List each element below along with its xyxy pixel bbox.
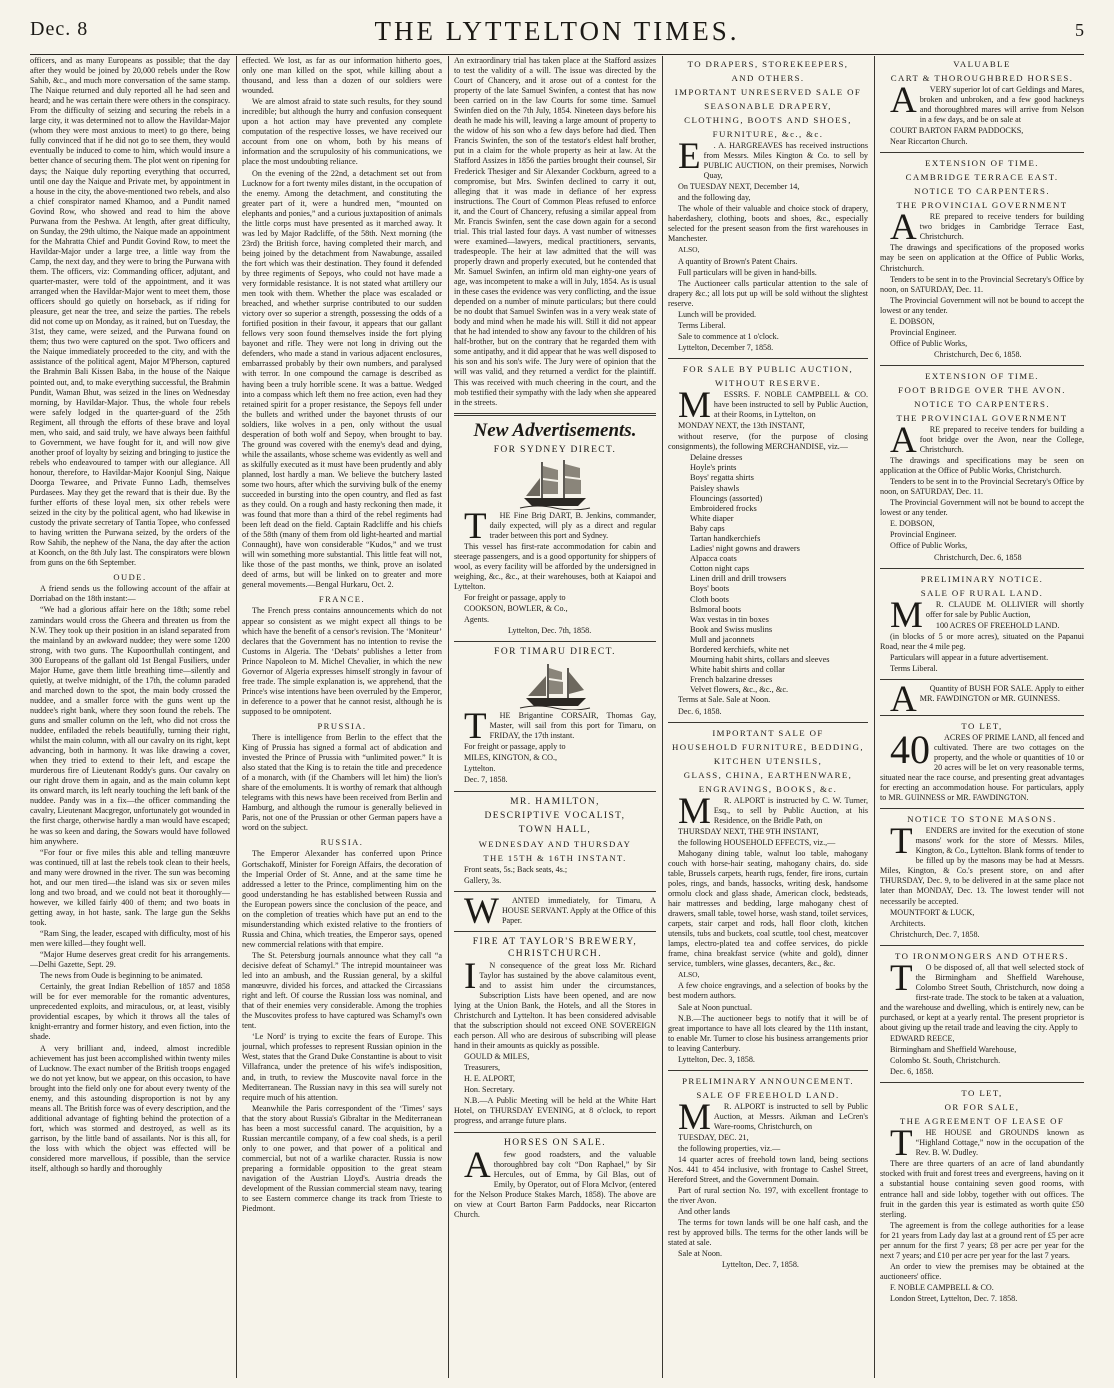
list-item: Bslmoral boots bbox=[690, 604, 741, 614]
ad-title: WITHOUT RESERVE. bbox=[714, 377, 822, 388]
column-rule bbox=[662, 56, 663, 1378]
ad-body: M R. ALPORT is instructed by C. W. Turner, Esq., to sell by Public Auction, at his Residence, on the Bridle Path, on bbox=[668, 796, 868, 826]
ad-mr-hamilton bbox=[454, 796, 656, 886]
list-item: Velvet flowers, &c., &c., &c. bbox=[690, 685, 789, 695]
ad-title: FOR TIMARU DIRECT. bbox=[494, 647, 616, 658]
ad-signature: MILES, KINGTON, & CO., bbox=[464, 753, 558, 763]
list-item: Linen drill and drill trowsers bbox=[690, 574, 787, 584]
ad-body: This vessel has first-rate accommodation for cabin and steerage passengers, and is a good opportunity for shippers of wool, as every facility will be afforded by the undersigned in weighing, &c., &c., at their warehouses, both at Kaiapoi and Lyttelton. bbox=[454, 541, 656, 591]
ad-body: There are three quarters of an acre of land abundantly stocked with fruit and forest trees and evergreens, having on it a substantial house containing seven good rooms, with entrance hall and side lobby, together with out offices. The fruit in the garden this year is estimated as worth quite £50 sterling. bbox=[880, 1159, 1084, 1219]
ad-rural-land bbox=[880, 573, 1084, 674]
ad-body: The agreement is from the college authorities for a lease for 21 years from Lady day last at a ground rent of £5 per acre per annum for the first 7 years; £8 per acre per year for the next 7 years; and £10 per acre per year for the last 7 years. bbox=[880, 1220, 1084, 1260]
masthead bbox=[30, 12, 1084, 55]
ad-title: PRELIMINARY NOTICE. bbox=[920, 573, 1044, 584]
ad-body: A RE prepared to receive tenders for building a foot bridge over the Avon, near the College, Christchurch. bbox=[880, 425, 1084, 455]
ad-prices: Front seats, 5s.; Back seats, 4s.; bbox=[464, 864, 568, 874]
ad-date: Dec. 7, 1858. bbox=[464, 775, 508, 785]
ad-wanted-servant bbox=[454, 890, 656, 932]
ad-sydney-direct bbox=[454, 444, 656, 637]
ad-cart-horses bbox=[880, 58, 1084, 147]
ad-body: I N consequence of the great loss Mr. Richard Taylor has sustained by the above calamitous event, and to assist him under the circumstances, Subscription Lists have been opened, and are now lying at the Union Bank, the Hotels, and all the Stores in Christchurch and Lyttelton. It has been considered advisable that the subscription should not exceed ONE SOVEREIGN each person. All who are desirous of subscribing will please hand in their amounts as quickly as possible. bbox=[454, 955, 656, 1051]
list-item: White diaper bbox=[690, 513, 734, 523]
ad-divider bbox=[880, 945, 1084, 946]
drop-cap: A bbox=[890, 678, 917, 720]
ad-date: Christchurch, Dec. 7, 1858. bbox=[890, 929, 980, 939]
ad-note: Sale at Noon punctual. bbox=[678, 1002, 753, 1012]
page-columns bbox=[30, 56, 1084, 1378]
ad-title: THE PROVINCIAL GOVERNMENT bbox=[896, 412, 1068, 423]
article-paragraph: “For four or five miles this able and telling manœuvre was continued, till at last the rebels took clean to their heels, and many were drowned in the river. The sun was becoming hot, and our men tired—the island was six or seven miles long and two broad, and we could not beat it thoroughly—however, we killed fairly 400 of them; and two boats in getting away, in hot haste, sank. The large gun the Sekhs took. bbox=[30, 847, 230, 927]
ad-stone-masons bbox=[880, 813, 1084, 940]
ad-signature: GOULD & MILES, bbox=[464, 1052, 530, 1062]
ad-title: TOWN HALL, bbox=[518, 824, 592, 835]
ad-body: A Quantity of BUSH FOR SALE. Apply to either MR. FAWDINGTON or MR. GUINNESS. bbox=[880, 684, 1084, 704]
ad-title: TO LET, bbox=[961, 720, 1003, 731]
ad-title: TO IRONMONGERS AND OTHERS. bbox=[894, 950, 1070, 961]
ad-body: A RE prepared to receive tenders for building two bridges in Cambridge Terrace East, Christchurch. bbox=[880, 212, 1084, 242]
list-item: Embroidered frocks bbox=[690, 503, 757, 513]
ad-signature: Provincial Engineer. bbox=[890, 530, 957, 540]
ad-title: HOUSEHOLD FURNITURE, BEDDING, bbox=[671, 741, 865, 752]
ad-cambridge-terrace bbox=[880, 157, 1084, 360]
ad-title: CAMBRIDGE TERRACE EAST. bbox=[905, 172, 1059, 183]
article-paragraph: officers, and as many Europeans as possible; that the day after they would be joined by 20,000 rebels under the Row Sahib, &c., and much more conversation of the same stamp. The Naique returned and duly reported all he had seen and heard; and he was certain there were others in the conspiracy. From the difficulty of seizing and securing the rebels in a large city, it was determined not to allow the Havildar-Major (whom they were most anxious to meet) to go there, being fully convinced that if he did not go to see them, they would eventually be induced to come to him, which would insure a better chance of securing them. The plot went on ripening for days; the Naique duly reporting everything that occurred, until one day the Naique and Private met, by appointment in a house in the city, the above-mentioned two rebels, and also a chief conspirator named Khamoo, and a Pundit named Govind Row, who showed and read to him the above Purwana from the Peshwa. At length, after great difficulty, on Sunday, the 29th ultimo, the Naique made an appointment for the Mahratta Chief and Pundit Govind Row, to meet the Havildar-Major under a large tree, a little way from the Camp, the next day, and they were to bring the Purwana with them. The officers, viz: Commanding officer, adjutant, and quarter-master, were told of the appointment, and it was arranged when the Havildar-Major went to meet them, those officers should go quietly on horseback, as if riding for pleasure, get near the tree, and seize the parties. The rebels did not come up on Monday, as it rained, but on Tuesday, the 31st, they came, were seized, and the Purwana found on them; thus two were captured on the spot. Two officers and the Naique immediately proceeded to the city, and with the assistance of the political agent, Major M'Pherson, captured the Brahmin Bali Kissen Baba, in the house of the Naique pointed out, and, to make everything successful, the Brahmin Pundit, Waman Bhut, was seized in the lines on Wednesday morning, by Havildar-Major. Thus, the whole four rebels were safely lodged in the quarter-guard of the 25th Regiment, all through the efforts of these brave and loyal men, who said, and said truly, we have always been faithful to Government, we have fought for it, and will now give another proof of loyalty by seizing and bringing to justice the rebels who endeavoured to tamper with our allegiance. All honour, therefore, to Havildar-Major Koonjul Sing, Naique Doorga Tewaree, and Private Funno Ladh, themselves Purdasees. May they get the reward that is their due. By the further efforts of these loyal men, six other rebels were seized in the city by the political agent, who had likewise in custody the private secretary of Tantia Topee, who confessed to having written the Purwana seized, by the orders of the Row Sahib, the nephew of the Nana, the day after the action at Koonch, on the 8th July last. The conspirators were blown from guns on the 6th September. bbox=[30, 56, 230, 568]
drop-cap: A bbox=[890, 419, 917, 461]
ad-title: CLOTHING, BOOTS AND SHOES, bbox=[684, 115, 852, 125]
article-paragraph: The Emperor Alexander has conferred upon Prince Gortschakoff, Minister for Foreign Affairs, the decoration of the Imperial Order of St. Anne, and at the same time he addressed a letter to the Prince, complimenting him on the good understanding he has established between Russia and the European powers since the conclusion of the peace, and on the completion of treaties which have put an end to the misunderstanding which existed relative to the frontiers of Russia and China, which treaties, the Emperor says, opened new commercial relations with that empire. bbox=[242, 849, 442, 949]
article-paragraph: “Major Hume deserves great credit for his arrangements.—Delhi Gazette, Sept. 29. bbox=[30, 950, 230, 970]
ad-note: N.B.—The auctioneer begs to notify that it will be of great importance to have all lots cleared by the 11th instant, to enable Mr. Turner to close his business arrangements prior to leaving Canterbury. bbox=[668, 1013, 868, 1053]
ad-body: An order to view the premises may be obtained at the auctioneers' office. bbox=[880, 1261, 1084, 1281]
article-paragraph: effected. We lost, as far as our information hitherto goes, only one man killed on the spot, while killing about a thousand, and less than a dozen of our soldiers were wounded. bbox=[242, 56, 442, 96]
ad-signature: Treasurers, bbox=[464, 1063, 501, 1073]
drop-cap: I bbox=[464, 955, 477, 997]
ad-title: FOR SYDNEY DIRECT. bbox=[493, 444, 617, 455]
section-heading-france: FRANCE. bbox=[318, 594, 366, 605]
ad-body: M ESSRS. F. NOBLE CAMPBELL & CO. have been instructed to sell by Public Auction, at their Rooms, in Lyttelton, on bbox=[668, 390, 868, 420]
ad-body: 14 quarter acres of freehold town land, being sections Nos. 441 to 454 inclusive, with frontage to Cashel Street, Hereford Street, and the Government Domain. bbox=[668, 1155, 868, 1185]
ad-date: Lyttelton, Dec. 7th, 1858. bbox=[508, 626, 592, 636]
ad-date-line: TUESDAY, DEC. 21, bbox=[678, 1132, 749, 1142]
ad-body: The Auctioneer calls particular attention to the sale of drapery &c.; all lots put up will be sold without the slightest reserve. bbox=[668, 278, 868, 308]
ad-body: M R. CLAUDE M. OLLIVIER will shortly offer for sale by Public Auction, bbox=[880, 600, 1084, 620]
article-paragraph: The news from Oude is beginning to be animated. bbox=[40, 971, 203, 981]
ad-date: Dec. 6, 1858. bbox=[890, 1067, 934, 1077]
section-divider bbox=[454, 413, 656, 416]
ad-divider bbox=[454, 791, 656, 792]
ad-body: The drawings and specifications may be seen on application at the Office of Public Works, Christchurch. bbox=[880, 456, 1084, 476]
ad-prices: Gallery, 3s. bbox=[464, 875, 502, 885]
article-paragraph: ‘Le Nord’ is trying to excite the fears of Europe. This journal, which professes to represent Russian opinion in the West, states that the Grand Duke Constantine is about to visit Villafranca, under the pretence of his wife's indisposition, and, in truth, to review the Muscovite naval force in the Mediterranean. The Russian navy in this sea will surely not require much of his attention. bbox=[242, 1032, 442, 1102]
ad-signature: F. NOBLE CAMPBELL & CO. bbox=[890, 1282, 994, 1292]
ad-signature: H. E. ALPORT, bbox=[464, 1074, 516, 1084]
article-paragraph: There is intelligence from Berlin to the effect that the King of Prussia has signed a formal act of abdication and invested the Prince of Prussia with “unlimited power.” It is also stated that the King is to retain the title and precedence of a monarch, with (if the Chambers will let him) the lion's share of the emoluments. It is worthy of remark that although telegrams with this news have been received from Berlin and Hamburg, and although the rumour is generally believed in Paris, not one of the Prussian or other German papers have a word on the subject. bbox=[242, 733, 442, 833]
merchandise-list bbox=[668, 453, 868, 695]
ad-drapery-sale bbox=[668, 58, 868, 353]
ad-signature: Agents. bbox=[464, 615, 490, 625]
drop-cap: T bbox=[464, 505, 487, 547]
ad-divider bbox=[880, 365, 1084, 366]
ad-signature: Lyttelton. bbox=[464, 764, 496, 774]
ad-horses-on-sale bbox=[454, 1137, 656, 1220]
issue-date: Dec. 8 bbox=[30, 18, 89, 40]
drop-cap: T bbox=[890, 957, 913, 999]
list-item: Boys' boots bbox=[690, 584, 729, 594]
list-item: Flouncings (assorted) bbox=[690, 493, 763, 503]
ad-body: A quantity of Brown's Patent Chairs. bbox=[678, 256, 798, 266]
list-item: Delaine dresses bbox=[690, 453, 743, 463]
ad-body: T HE Fine Brig DART, B. Jenkins, commander, daily expected, will ply as a direct and regular trader between this port and Sydney. bbox=[454, 511, 656, 541]
ad-place: Near Riccarton Church. bbox=[890, 137, 968, 147]
ad-body: E . A. HARGREAVES has received instructions from Messrs. Miles Kington & Co. to sell by PUBLIC AUCTION, on their premises, Norwich Quay, bbox=[668, 141, 868, 181]
ad-body: The terms for town lands will be one half cash, and the rest by approved bills. The terms for the other lands will be stated at sale. bbox=[668, 1218, 868, 1248]
list-item: Bordered kerchiefs, white net bbox=[690, 645, 790, 654]
ad-title: NOTICE TO CARPENTERS. bbox=[914, 398, 1050, 409]
ad-divider bbox=[668, 358, 868, 359]
drop-cap: W bbox=[464, 890, 499, 932]
ad-title: TO LET, bbox=[961, 1088, 1003, 1099]
list-item: White habit shirts and collar bbox=[690, 665, 785, 675]
page-number: 5 bbox=[1075, 20, 1084, 40]
ad-title: KITCHEN UTENSILS, bbox=[713, 755, 823, 766]
ad-date: Dec. 6, 1858. bbox=[678, 706, 722, 716]
list-item: Alpacca coats bbox=[690, 554, 737, 564]
ad-title: EXTENSION OF TIME. bbox=[925, 370, 1039, 381]
ad-body: T O be disposed of, all that well selected stock of the Birmingham and Sheffield Warehouse, Colombo Street South, Christchurch, now doing a first-rate trade. The stock to be taken at a valuation, and the warehouse and dwelling, which is entirely new, can be purchased, or kept at a yearly rental. The present proprietor is about giving up the retail trade and leaving the city. Apply to bbox=[880, 957, 1084, 1032]
ad-body: A few choice engravings, and a selection of books by the best modern authors. bbox=[668, 981, 868, 1001]
ad-date: Christchurch, Dec. 6, 1858 bbox=[934, 552, 1022, 562]
ad-divider bbox=[880, 568, 1084, 569]
ad-title: VALUABLE bbox=[953, 59, 1011, 69]
ad-body: M R. ALPORT is instructed to sell by Public Auction, at Messrs. Aikman and LeCren's Ware-rooms, Christchurch, on bbox=[668, 1102, 868, 1132]
drop-cap: M bbox=[678, 384, 711, 426]
column-4 bbox=[668, 56, 868, 1378]
drop-cap: A bbox=[464, 1144, 491, 1186]
ad-title: IMPORTANT UNRESERVED SALE OF bbox=[674, 87, 862, 97]
column-5 bbox=[880, 56, 1084, 1378]
ad-date-line: THURSDAY NEXT, THE 9TH INSTANT, bbox=[678, 826, 819, 836]
ad-subtitle: THE 15TH & 16TH INSTANT. bbox=[483, 852, 627, 863]
ad-title: FIRE AT TAYLOR'S BREWERY, CHRISTCHURCH. bbox=[472, 936, 638, 959]
section-heading-russia: RUSSIA. bbox=[320, 837, 364, 848]
ad-highland-cottage bbox=[880, 1087, 1084, 1304]
ad-also: ALSO, bbox=[678, 245, 700, 255]
ad-note: Sale at Noon. bbox=[678, 1249, 723, 1259]
article-paragraph: The French press contains announcements which do not appear so consistent as we might expect all things to be which have the benefit of a censor's revision. The ‘Moniteur’ declares that the Government has no intention to revise the Customs in Algeria. The ‘Debats’ publishes a letter from Prince Napoleon to M. Michel Chevalier, in which the new Governor of Algeria expresses himself strongly in favour of free trade. The simple explanation is, we apprehend, that the Prince's wise intentions have been overruled by the Emperor, in deference to a power that he cannot resist, although he is supposed to be omnipotent. bbox=[242, 606, 442, 716]
drop-cap: A bbox=[890, 80, 917, 121]
ad-ironmongers bbox=[880, 950, 1084, 1078]
ad-date: Lyttelton, Dec. 7, 1858. bbox=[722, 1260, 799, 1270]
ad-body: 40 ACRES OF PRIME LAND, all fenced and cultivated. There are two cottages on the property, and the whole or quantities of 10 or 20 acres will be let on very reasonable terms, situated near the race course, and presenting great advantages for erecting an accommodation house. For particulars, apply to MR. GUINNESS or MR. FAWDINGTON. bbox=[880, 726, 1084, 803]
ad-freehold-land bbox=[668, 1075, 868, 1271]
ad-body: T ENDERS are invited for the execution of stone masons' work for the store of Messrs. Miles, Kington, & Co., Lyttelton. Blank forms of tender to be filled up by the masons may be had at Messrs. Miles, Kington, & Co.'s present store, on and after THURSDAY, Dec. 9, to be delivered in at the same place not later than MONDAY, Dec. 13. The lowest tender will not necessarily be accepted. bbox=[880, 821, 1084, 906]
ship-icon bbox=[518, 458, 592, 510]
ad-title: FURNITURE, &c., &c. bbox=[712, 129, 824, 139]
column-rule bbox=[448, 56, 449, 1378]
ad-title: NOTICE TO STONE MASONS. bbox=[907, 814, 1057, 825]
ad-signature: Colombo St. South, Christchurch. bbox=[890, 1056, 1001, 1066]
list-item: Baby caps bbox=[690, 523, 725, 533]
column-rule bbox=[874, 56, 875, 1378]
ad-subtitle: WEDNESDAY AND THURSDAY bbox=[478, 838, 632, 849]
ad-title: EXTENSION OF TIME. bbox=[925, 158, 1039, 169]
ad-body: the following HOUSEHOLD EFFECTS, viz.,— bbox=[678, 837, 836, 847]
list-item: Mull and jaconnets bbox=[690, 634, 755, 644]
column-rule bbox=[236, 56, 237, 1378]
ad-divider bbox=[880, 152, 1084, 153]
ad-title: FOOT BRIDGE OVER THE AVON. bbox=[898, 384, 1066, 395]
ad-body: T HE HOUSE and GROUNDS known as “Highland Cottage,” now in the occupation of the Rev. B. W. Dudley. bbox=[880, 1128, 1084, 1158]
ad-title: IMPORTANT SALE OF bbox=[712, 727, 824, 738]
column-1 bbox=[30, 56, 230, 1378]
ad-title: NOTICE TO CARPENTERS. bbox=[914, 186, 1050, 197]
ad-public-auction bbox=[668, 363, 868, 717]
ad-body: T HE Brigantine CORSAIR, Thomas Gay, Master, will sail from this port for Timaru, on FRIDAY, the 17th instant. bbox=[454, 711, 656, 741]
ad-body: the following properties, viz.— bbox=[678, 1143, 781, 1153]
article-paragraph: The St. Petersburg journals announce what they call “a decisive defeat of Schamyl.” The intrepid mountaineer was led into an ambush, and the Russian general, by a skilful manœuvre, divided his forces, and attacked the Circassians right and left. Of course the Russian loss was nominal, and that of their enemies very considerable. Among the trophies the Muscovites profess to have captured was Schamyl's own tent. bbox=[242, 950, 442, 1031]
column-3 bbox=[454, 56, 656, 1378]
ad-body: A VERY superior lot of cart Geldings and Mares, broken and unbroken, and a few good hackneys and thoroughbred mares will arrive from Nelson in a few days, and be on sale at bbox=[880, 85, 1084, 125]
drop-cap: 40 bbox=[890, 726, 930, 772]
drop-cap: E bbox=[678, 136, 701, 177]
article-paragraph: “Ram Sing, the leader, escaped with difficulty, most of his men were killed—they fought well. bbox=[30, 928, 230, 949]
ad-body: Particulars will appear in a future advertisement. bbox=[890, 652, 1049, 662]
drop-cap: M bbox=[678, 790, 711, 832]
list-item: Hoyle's prints bbox=[690, 463, 737, 473]
ad-body: Mahogany dining table, walnut loo table, mahogany couch with horse-hair seating, mahogany chairs, do. side table, Brussels carpets, hearth rugs, fender, fire irons, curtain poles, rings, and bands, hassocks, writing desk, handsome ormolu clock and glass shade, American clock, bedsteads, hair mattresses and bedding, large mahogany chest of drawers, small table, towel horse, wash stand, toilet services, carpets, stair carpet and rods, hall floor cloth, kitchen utensils, tubs and buckets, coal scuttle, tool chest, meatcover lamps, electro-plated tea and coffee services, do pickle frame, china breakfast service (white and gold), dinner service, tumblers, wine glasses, decanters, &c., &c. bbox=[668, 848, 868, 969]
ad-title: THE AGREEMENT OF LEASE OF bbox=[899, 1116, 1065, 1127]
ad-body: Tenders to be sent in to the Provincial Secretary's Office by noon, on SATURDAY, Dec. 11. bbox=[880, 274, 1084, 294]
ad-date: Lyttelton, Dec. 3, 1858. bbox=[678, 1054, 755, 1064]
ad-body: without reserve, (for the purpose of closing consignments), the following MERCHANDISE, viz.— bbox=[668, 432, 868, 452]
ad-divider bbox=[880, 1082, 1084, 1083]
ad-date: London Street, Lyttelton, Dec. 7. 1858. bbox=[890, 1293, 1018, 1303]
ad-date: Christchurch, Dec 6, 1858. bbox=[934, 349, 1022, 359]
ad-signature: Birmingham and Sheffield Warehouse, bbox=[890, 1045, 1017, 1055]
ad-body: The Provincial Government will not be bound to accept the lowest or any tender. bbox=[880, 498, 1084, 518]
drop-cap: M bbox=[678, 1096, 711, 1138]
drop-cap: T bbox=[890, 1123, 913, 1165]
ad-note: Terms at Sale. Sale at Noon. bbox=[678, 695, 771, 705]
ad-title: PRELIMINARY ANNOUNCEMENT. bbox=[682, 1075, 854, 1086]
ad-title: SEASONABLE DRAPERY, bbox=[704, 101, 832, 111]
ad-body: Part of rural section No. 197, with excellent frontage to the river Avon. bbox=[668, 1186, 868, 1206]
article-paragraph: We are almost afraid to state such results, for they sound incredible; but although the hurry and confusion consequent upon a hot action may have prevented any complete computation of the respective losses, we have received our account from one on whom, both by his means of information and the scrupulosity of his communications, we place the most undoubting reliance. bbox=[242, 97, 442, 167]
newspaper-title: THE LYTTELTON TIMES. bbox=[374, 16, 740, 46]
drop-cap: T bbox=[890, 821, 913, 863]
drop-cap: A bbox=[890, 207, 917, 249]
ad-signature: E. DOBSON, bbox=[890, 316, 935, 326]
list-item: Cloth boots bbox=[690, 594, 729, 604]
ad-signature: Architects. bbox=[890, 918, 926, 928]
list-item: Wax vestas in tin boxes bbox=[690, 614, 769, 624]
ad-note: Terms Liberal. bbox=[678, 320, 726, 330]
ad-date-line: On TUESDAY NEXT, December 14, bbox=[678, 182, 800, 192]
list-item: Cotton night caps bbox=[690, 564, 750, 574]
list-item: Ladies' night gowns and drawers bbox=[690, 544, 800, 554]
ad-title: THE PROVINCIAL GOVERNMENT bbox=[896, 200, 1068, 211]
list-item: French balzarine dresses bbox=[690, 675, 773, 685]
ad-body: For freight or passage, apply to bbox=[464, 742, 566, 752]
ad-divider bbox=[454, 641, 656, 642]
ad-title: HORSES ON SALE. bbox=[503, 1137, 607, 1148]
ad-signature: Hon. Secretary. bbox=[464, 1085, 515, 1095]
ad-divider bbox=[668, 722, 868, 723]
list-item: Mourning habit shirts, collars and sleeves bbox=[690, 655, 830, 665]
list-item: Boys' regatta shirts bbox=[690, 473, 754, 483]
list-item: Book and Swiss muslins bbox=[690, 624, 773, 634]
ad-body: Full particulars will be given in hand-bills. bbox=[678, 267, 817, 277]
ad-body: (in blocks of 5 or more acres), situated on the Papanui Road, near the 4 mile peg. bbox=[880, 631, 1084, 651]
ad-title: SALE OF RURAL LAND. bbox=[920, 587, 1044, 598]
article-paragraph: Certainly, the great Indian Rebellion of 1857 and 1858 will be for ever memorable for the romantic adventures, unprecedented exploits, and miraculous, or, at least, visibly providential escapes, by which it throws all the tales of knight-errantry and former history, and even fiction, into the shade. bbox=[30, 982, 230, 1042]
section-heading-prussia: PRUSSIA. bbox=[317, 721, 367, 731]
list-item: Tartan handkerchiefs bbox=[690, 533, 761, 543]
ad-title: ENGRAVINGS, BOOKS, &c. bbox=[698, 783, 838, 794]
ad-place: COURT BARTON FARM PADDOCKS, bbox=[890, 126, 1024, 136]
ad-title: FOR SALE BY PUBLIC AUCTION, bbox=[682, 363, 854, 374]
ad-title: GLASS, CHINA, EARTHENWARE, bbox=[683, 769, 853, 780]
article-paragraph: An extraordinary trial has taken place at the Stafford assizes to test the validity of a will. The issue was directed by the Court of Chancery, and it arose out of a contest for the property of the late Samuel Swinfen, a contest that has now been carried on in the law Courts for some time. Samuel Swinfen died on the 7th July, 1854. Nineteen days before his death he made his will, leaving a large amount of property to the widow of his son who a few days before had died. Then Francis Swinfen, the son of the testator's eldest half brother, put in a claim for the whole property as heir at law. At the Stafford Assizes in 1856 the parties brought their counsel, Sir Frederick Thesiger and Sir Alexander Cockburn, agreed to a compromise, but Mrs. Swinfen declined to carry it out, alleging that it was made in defiance of her express instructions. The Court of Common Pleas refused to enforce it, and the Court of Chancery, refusing a similar appeal from Mr. Francis Swinfen, sent the case down again for a second trial. This trial lasted four days. A vast number of witnesses were examined—lawyers, medical practitioners, servants, tradespeople. The heir at law admitted that the will was properly drawn and properly executed, but he contended that Mr. Samuel Swinfen, an infirm old man eighty-one years of age, was incompetent to make a will in July, 1854. As is usual in these cases the evidence was very conflicting, and the issue depended on a number of minute particulars; but there could be no doubt that Samuel Swinfen was in a very weak state of body and mind when he made his will. Still it did not appear that he had intended to show any favour to the children of his half-brother, but on the contrary that he regarded them with some antipathy, and it did appear that he was well disposed to his son and his son's wife. The Jury were of opinion that the will was valid, and they returned a verdict for the plaintiff. This was received with much cheering in the court, and the mob testified their sympathy with the lady when she appeared in the streets. bbox=[454, 56, 656, 407]
ad-title: DESCRIPTIVE VOCALIST, bbox=[484, 810, 626, 821]
ad-signature: E. DOBSON, bbox=[890, 519, 935, 529]
ad-divider bbox=[668, 1070, 868, 1071]
section-heading-oude: OUDE. bbox=[113, 572, 147, 583]
ad-body: The whole of their valuable and choice stock of drapery, haberdashery, clothing, boots and shoes, &c., especially selected for the present season from the first warehouses in Manchester. bbox=[668, 204, 868, 244]
ad-date: Lyttelton, December 7, 1858. bbox=[678, 342, 774, 352]
column-2 bbox=[242, 56, 442, 1378]
ad-title: CART & THOROUGHBRED HORSES. bbox=[890, 73, 1074, 83]
ad-date-line: MONDAY NEXT, the 13th INSTANT, bbox=[678, 421, 805, 431]
ad-note: Terms Liberal. bbox=[890, 663, 938, 673]
ad-note: N.B.—A Public Meeting will be held at the White Hart Hotel, on THURSDAY EVENING, at 8 o'clock, to report progress, and arrange future plans. bbox=[454, 1096, 656, 1126]
ad-timaru-direct bbox=[454, 646, 656, 785]
ad-signature: COOKSON, BOWLER, & Co., bbox=[464, 604, 568, 614]
ad-place: Office of Public Works, bbox=[890, 338, 968, 348]
ad-body: For freight or passage, apply to bbox=[464, 593, 566, 603]
ad-place: Office of Public Works, bbox=[890, 541, 968, 551]
ad-signature: Provincial Engineer. bbox=[890, 327, 957, 337]
ad-bush-for-sale bbox=[880, 678, 1084, 720]
ad-body: W ANTED immediately, for Timaru, A HOUSE SERVANT. Apply at the Office of this Paper. bbox=[454, 896, 656, 926]
ad-divider bbox=[880, 808, 1084, 809]
ad-body: The Provincial Government will not be bound to accept the lowest or any tender. bbox=[880, 295, 1084, 315]
ad-highlight: 100 ACRES OF FREEHOLD LAND. bbox=[935, 620, 1060, 630]
ad-signature: EDWARD REECE, bbox=[890, 1034, 955, 1044]
ad-title: MR. HAMILTON, bbox=[510, 796, 600, 807]
ad-title: SALE OF FREEHOLD LAND. bbox=[696, 1089, 840, 1100]
ad-fire-brewery bbox=[454, 936, 656, 1127]
drop-cap: M bbox=[890, 594, 923, 636]
ad-title: TO DRAPERS, STOREKEEPERS, bbox=[687, 59, 849, 69]
ad-also: ALSO, bbox=[678, 970, 700, 980]
article-paragraph: A very brilliant and, indeed, almost incredible achievement has just been accomplished within twenty miles of Lucknow. The exact number of the British troops engaged we do not yet know, but we appear, on this occasion, to have brought into the field only one for about every twenty of the enemy, and this astounding disproportion is not by any means all. The British force was of every description, and the additional advantage of fighting behind the protection of a fort, which was stormed and destroyed, as well as its garrison, by the little band of assailants. Nor is this all, for the loss with which the object was effected will be considered more marvellous, if possible, than the service itself, although so hardly and thoroughly bbox=[30, 1043, 230, 1174]
ad-to-let-land bbox=[880, 720, 1084, 803]
ad-body: A few good roadsters, and the valuable thoroughbred bay colt “Don Raphael,” by Sir Hercules, out of Emma, by Gil Blas, out of Emily, by Operator, out of Flora McIvor, (entered for the Nelson Produce Stakes March, 1858). The above are on view at Court Barton Farm Paddocks, near Riccarton Church. bbox=[454, 1144, 656, 1219]
ad-household-furniture bbox=[668, 727, 868, 1065]
article-paragraph: Meanwhile the Paris correspondent of the ‘Times’ says that the story about Russia's Gibraltar in the Mediterranean has been a most successful canard. The acquisition, by a Russian mercantile company, of a few coal sheds, is a peril only to one power, and that power of a political and commercial, but not of a warlike character. Russia is now preparing a formidable opposition to the great steam navigation of the Austrian Lloyd's. Austria dreads the development of the Russian commercial steam navy, tearing to see Eastern commerce change its track from Trieste to Piedmont. bbox=[242, 1103, 442, 1214]
ad-body: The drawings and specifications of the proposed works may be seen on application at the Office of Public Works, Christchurch. bbox=[880, 243, 1084, 273]
ad-body: Tenders to be sent in to the Provincial Secretary's Office by noon, on SATURDAY, Dec. 11. bbox=[880, 477, 1084, 497]
new-advertisements-heading: New Advertisements. bbox=[473, 419, 637, 441]
ad-title: AND OTHERS. bbox=[731, 73, 805, 83]
drop-cap: T bbox=[464, 706, 487, 748]
ad-foot-bridge bbox=[880, 370, 1084, 563]
ad-body: And other lands bbox=[678, 1207, 730, 1217]
ad-note: Sale to commence at 1 o'clock. bbox=[678, 331, 779, 341]
ad-date-line: and the following day, bbox=[678, 193, 751, 203]
ad-note: Lunch will be provided. bbox=[678, 309, 757, 319]
article-paragraph: On the evening of the 22nd, a detachment set out from Lucknow for a fort twenty miles distant, in the occupation of the enemy. Among the detachment, and constituting the greater part of it, were a hundred men, “mounted on elephants and ponies,” and a curious juxtaposition of animals the little corps must have presented as it marched away. It was led by Major Radcliffe, of the 58th. Next morning (the 23rd) the British force, having completed their march, and being joined by the detachment from Nawabunge, assailed the fort which was their destination. They found it defended by three regiments of Sepoys, who could not have made a very formidable resistance. It is not stated what artillery our men took with them. Whether the place was escaladed or breached, and whether surprise contributed to our sudden victory over so superior a strength, possessing the odds of a fortified position in their favour, it appears that our gallant fellows very soon found themselves inside the fort plying bayonet and rifle. They were not long in driving out the defenders, who made a stand in various adjacent enclosures, embarrassed probably by their own numbers, and paralysed with terror. In one compound the carnage is described as having been a truly horrible scene. It was a battue. Wedged into a compass which left them no free action, even had they retained spirit for a proper resistance, the Sepoys fell under the bullets and writhed under the bayonet thrusts of our soldiers, like wolves in a pen, only without the usual desperation of both wolf and Sepoy, when brought to bay. The ground was covered with the enemy's dead and dying, while the assailants, whose scheme was evidently as well and as skilfully executed as it must have been prudently and ably planned, lost hardly a man. We believe the butchery lasted some two hours, after which the surviving bulk of the enemy succeeded in bursting into the open country, and fled as fast as they could. On a rough and hasty reckoning then made, it was found that more than a third of the rebel regiments had been left dead on the field. Captain Radcliffe and his chiefs of the 58th (many of them from old light-hearted and martial Connaught), have won considerable “Kudos,” and we trust will win something more substantial. This little feat will not, like those of the past months, we think, prove an isolated deed of arms, but will be linked on to greater and more general movements.—Bengal Hurkaru, Oct. 2. bbox=[242, 168, 442, 590]
article-paragraph: “We had a glorious affair here on the 18th; some rebel zamindars would cross the Gheera and threaten us from the N.W. They took up their position in an island separated from the mainland by an awkward nuddee; they were some 1200 strong, with two guns. The Kupoorthullah contingent, and 300 Europeans of the gallant old 1st Bengal Fusiliers, under Major Hume, gave them little breathing time—silently and quietly, at twelve midnight, of the 17th, the column paraded and marched down to the spot, the main body crossed the nuddee, and a smaller force with the guns went up the nuddee's right bank, where they soon found the rebels. The guns and smaller column on the left, who did not cross the nuddee, enfiladed the rebels beautifully, turning their right, whilst the main column, with all our cavalry on its right, kept advancing, both in harmony. It was like drawing a cover, when they tried to extend to their left, and escape the murderous fire of Lieutenant Roddy's guns. Our cavalry on our right drove them in again, and as the main column kept its onward march, its left nearly touching the left bank of the nuddee. Pandy was in a fix—the officer commanding the cavalry, Lieutenant Macgregor, unfortunately got wounded in the first charge, otherwise hardly a man would have escaped; he was so keen and daring, the Sowars would have followed him anywhere. bbox=[30, 605, 230, 846]
ship-icon bbox=[518, 660, 592, 710]
ad-divider bbox=[454, 1132, 656, 1133]
article-paragraph: A friend sends us the following account of the affair at Dorriabad on the 18th instant:— bbox=[30, 584, 230, 604]
ad-signature: MOUNTFORT & LUCK, bbox=[890, 907, 975, 917]
list-item: Paisley shawls bbox=[690, 483, 740, 493]
ad-title: OR FOR SALE, bbox=[944, 1102, 1020, 1113]
